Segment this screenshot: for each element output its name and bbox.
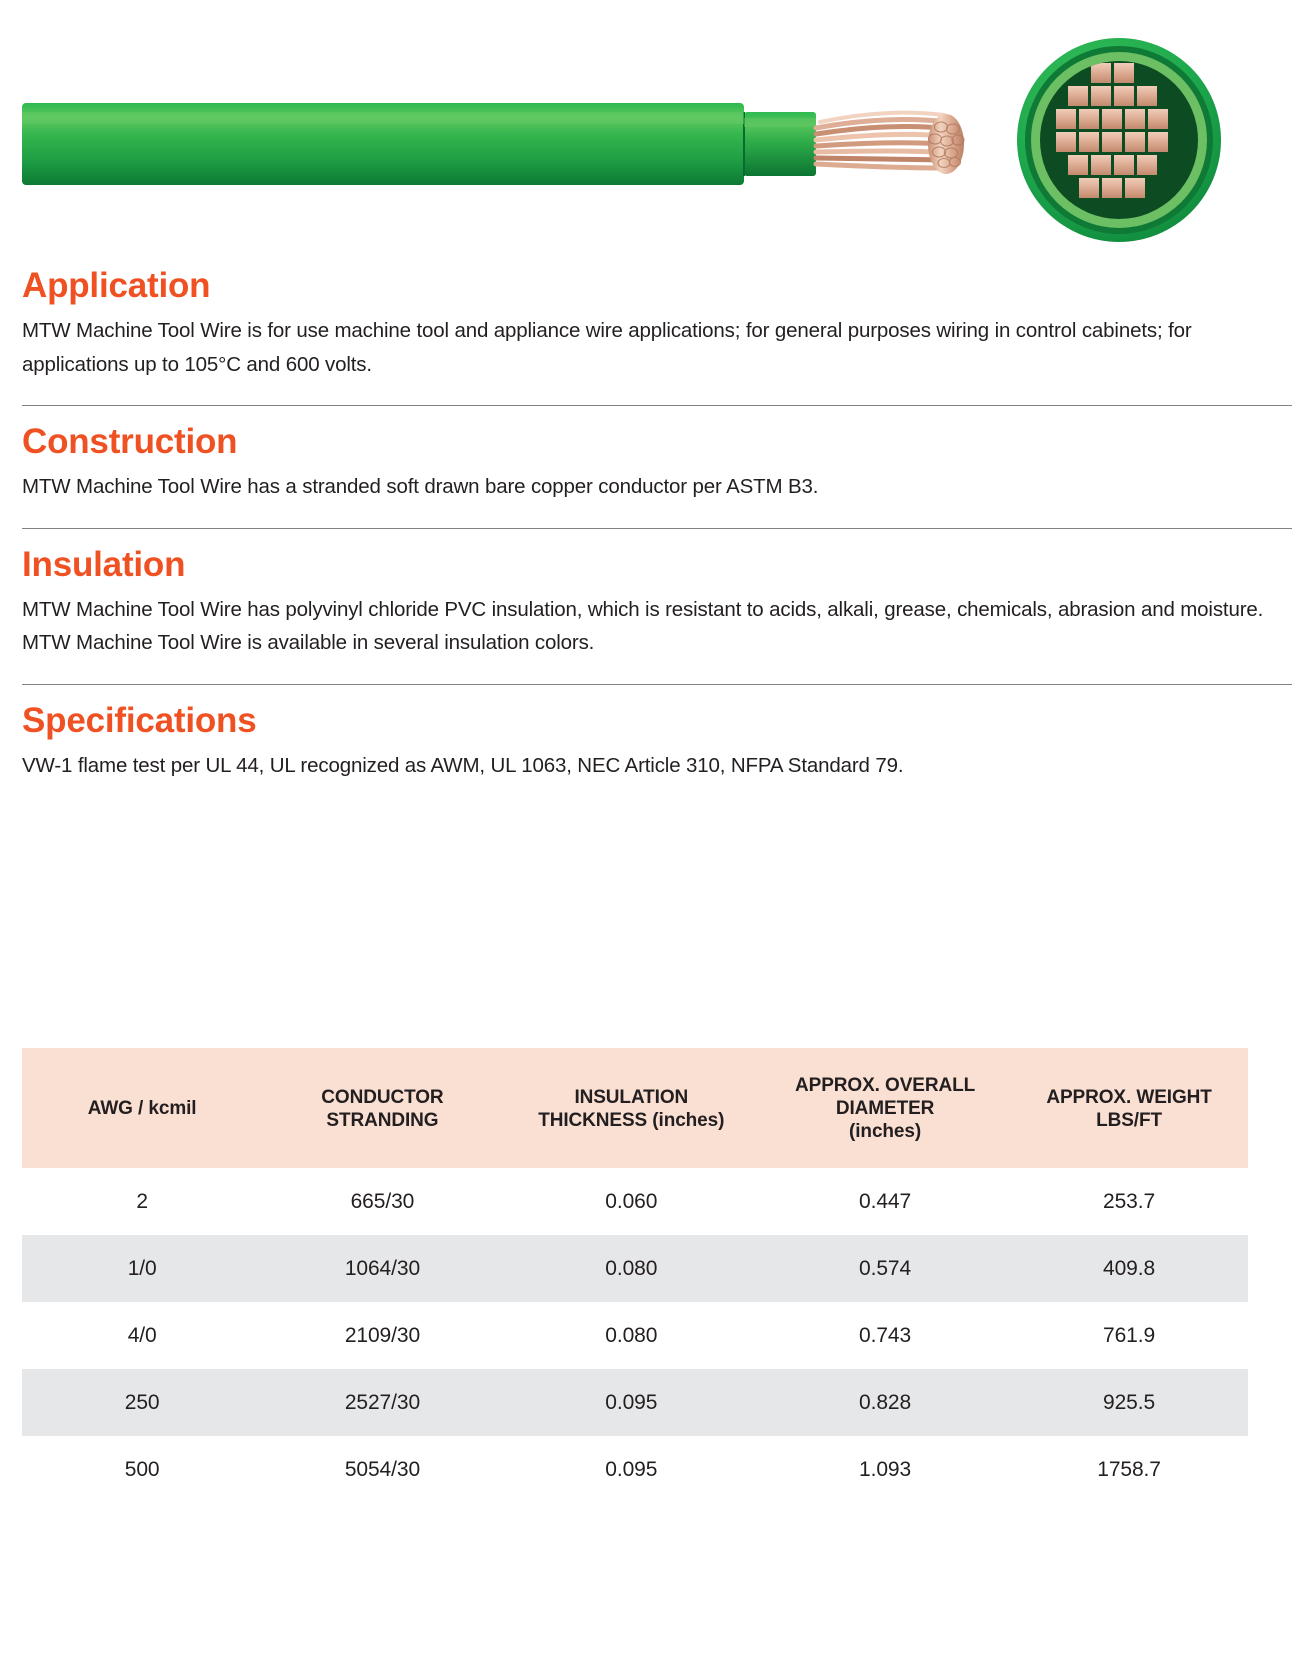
cell-thickness: 0.080: [503, 1235, 760, 1302]
column-header-overall-diameter-line2: DIAMETER: [835, 1098, 935, 1120]
column-header-approx-weight-line2: LBS/FT: [1096, 1109, 1162, 1131]
column-header-overall-diameter-line3: (inches): [849, 1121, 922, 1143]
cell-diameter: 0.574: [760, 1235, 1010, 1302]
cell-diameter: 0.447: [760, 1168, 1010, 1235]
table-row: [22, 1235, 1248, 1302]
cell-stranding: 1064/30: [262, 1235, 502, 1302]
section-body-application: MTW Machine Tool Wire is for use machine tool and appliance wire applications; for general purposes wiring in control cabinets; for applications up to 105°C and 600 volts.: [22, 319, 1192, 376]
cell-awg: 4/0: [22, 1302, 262, 1369]
cell-awg: 2: [22, 1168, 262, 1235]
cell-stranding: 2109/30: [262, 1302, 502, 1369]
cell-thickness: 0.095: [503, 1436, 760, 1503]
section-body-construction: MTW Machine Tool Wire has a stranded soft drawn bare copper conductor per ASTM B3.: [22, 475, 819, 499]
section-title-application: Application: [22, 266, 211, 305]
section-body-insulation: MTW Machine Tool Wire has polyvinyl chloride PVC insulation, which is resistant to acids, alkali, grease, chemicals, abrasion and moisture. MTW Machine Tool Wire is available in several insulation colors.: [22, 597, 1264, 655]
cell-diameter: 0.743: [760, 1302, 1010, 1369]
section-divider: [22, 405, 1292, 406]
specification-table-container: [22, 1048, 1248, 1503]
column-header-approx-weight-line1: APPROX. WEIGHT: [1046, 1086, 1212, 1108]
section-title-insulation: Insulation: [22, 544, 186, 584]
table-row: [22, 1369, 1248, 1436]
section-body-specifications: VW-1 flame test per UL 44, UL recognized as AWM, UL 1063, NEC Article 310, NFPA Standard 79.: [22, 754, 904, 778]
cell-thickness: 0.095: [503, 1369, 760, 1436]
column-header-awg: [22, 1048, 262, 1168]
specification-table: [22, 1048, 1248, 1503]
table-row: [22, 1302, 1248, 1369]
cell-weight: 925.5: [1010, 1369, 1248, 1436]
section-application: [22, 266, 1292, 381]
cell-thickness: 0.060: [503, 1168, 760, 1235]
wire-illustration-svg: [0, 0, 1314, 250]
section-divider: [22, 528, 1292, 529]
cell-stranding: 2527/30: [262, 1369, 502, 1436]
cell-weight: 253.7: [1010, 1168, 1248, 1235]
column-header-awg-line1: AWG / kcmil: [87, 1098, 197, 1120]
cell-weight: 409.8: [1010, 1235, 1248, 1302]
content-area: [0, 266, 1314, 782]
table-header-row: [22, 1048, 1248, 1168]
cable-cross-section: [1017, 38, 1221, 242]
cell-awg: 1/0: [22, 1235, 262, 1302]
section-specifications: [22, 701, 1292, 783]
section-insulation: [22, 545, 1292, 660]
column-header-conductor-stranding: [262, 1048, 502, 1168]
column-header-approx-weight: [1010, 1048, 1248, 1168]
cable-side-view: [22, 103, 964, 185]
section-title-specifications: Specifications: [22, 700, 257, 740]
column-header-conductor-stranding-line1: CONDUCTOR: [321, 1086, 444, 1108]
cell-thickness: 0.080: [503, 1302, 760, 1369]
column-header-insulation-thickness: [503, 1048, 760, 1168]
cell-awg: 250: [22, 1369, 262, 1436]
section-construction: [22, 422, 1292, 504]
column-header-overall-diameter: [760, 1048, 1010, 1168]
column-header-insulation-thickness-line1: INSULATION: [574, 1086, 689, 1108]
cell-diameter: 0.828: [760, 1369, 1010, 1436]
cell-awg: 500: [22, 1436, 262, 1503]
column-header-conductor-stranding-line2: STRANDING: [326, 1109, 439, 1131]
copper-strand-bundle: [816, 113, 964, 174]
column-header-insulation-thickness-line2: THICKNESS (inches): [538, 1109, 725, 1131]
cell-stranding: 665/30: [262, 1168, 502, 1235]
cell-stranding: 5054/30: [262, 1436, 502, 1503]
column-header-overall-diameter-line1: APPROX. OVERALL: [795, 1075, 976, 1096]
table-row: [22, 1436, 1248, 1503]
table-row: [22, 1168, 1248, 1235]
cell-diameter: 1.093: [760, 1436, 1010, 1503]
section-divider: [22, 684, 1292, 685]
table-body: [22, 1168, 1248, 1504]
cell-weight: 761.9: [1010, 1302, 1248, 1369]
cell-weight: 1758.7: [1010, 1436, 1248, 1503]
section-title-construction: Construction: [22, 422, 238, 462]
product-illustration: [0, 0, 1314, 250]
table-header: [22, 1048, 1248, 1168]
